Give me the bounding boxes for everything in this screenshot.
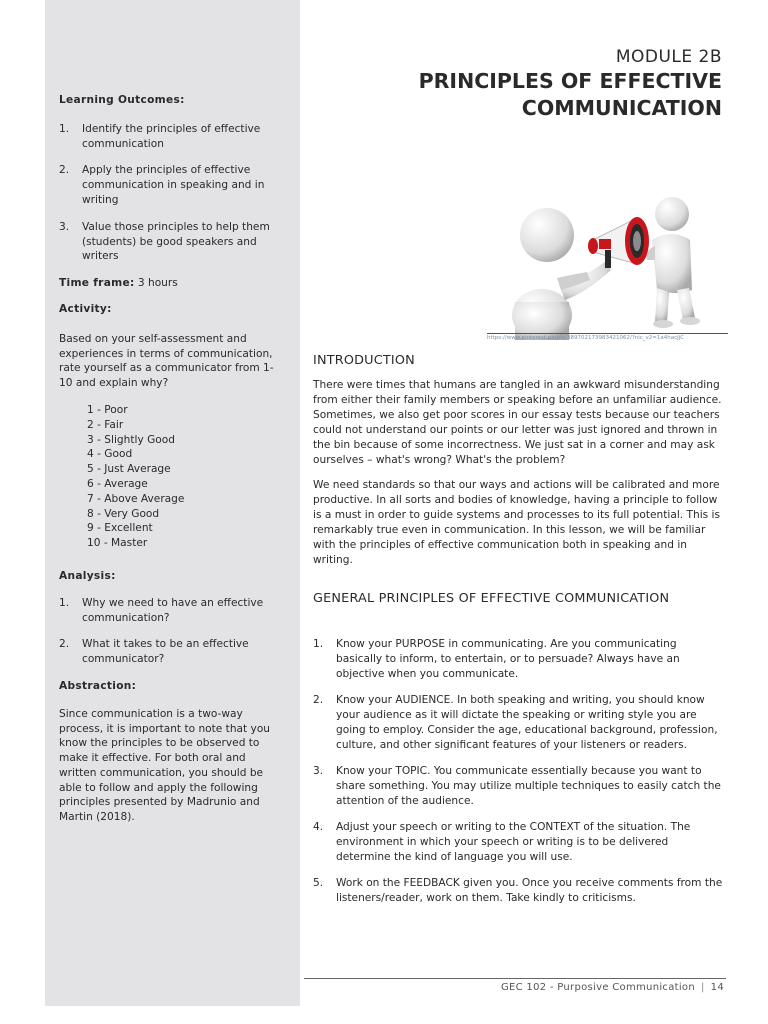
analysis-heading: Analysis: xyxy=(59,569,116,582)
introduction-heading: INTRODUCTION xyxy=(313,353,415,368)
abstraction-text: Since communication is a two-way process, it is important to note that you know the principles to be observed to make it effective. For both oral and written communication, you should be able to follow and apply the following principles presented by Madrunio and Martin (2018). xyxy=(59,707,271,824)
page-title-line-2: COMMUNICATION xyxy=(521,96,722,120)
list-item: 1. Know your PURPOSE in communicating. Are you communicating basically to inform, to entertain, or to persuade? Always have an objective when you communicate. xyxy=(313,638,680,680)
list-item: 4 - Good xyxy=(87,448,133,461)
list-item: 5 - Just Average xyxy=(87,463,171,476)
megaphone-figures-illustration xyxy=(487,190,728,340)
title-block xyxy=(302,46,722,122)
learning-outcomes-heading: Learning Outcomes: xyxy=(59,94,185,106)
list-item: 10 - Master xyxy=(87,537,148,550)
page-number: 14 xyxy=(710,982,724,993)
page-title xyxy=(302,68,722,122)
list-item: 5. Work on the FEEDBACK given you. Once you receive comments from the listeners/reader, work on them. Take kindly to criticisms. xyxy=(313,877,723,904)
learning-outcomes-list xyxy=(59,122,277,264)
list-item: 3 - Slightly Good xyxy=(87,433,175,446)
rating-scale-list xyxy=(59,403,277,551)
analysis-list xyxy=(59,596,277,667)
listener-figure xyxy=(647,197,700,328)
list-item: 2. Know your AUDIENCE. In both speaking and writing, you should know your audience as it will dictate the speaking or writing style you are going to employ. Consider the age, educational background, profession, culture, and other significant features of your listeners or readers. xyxy=(313,694,718,751)
list-item: 8 - Very Good xyxy=(87,507,160,520)
figure-divider xyxy=(487,333,728,334)
principles-heading: GENERAL PRINCIPLES OF EFFECTIVE COMMUNICATION xyxy=(313,591,670,606)
intro-paragraph-1: There were times that humans are tangled in an awkward misunderstanding from either their family members or speaking before an unfamiliar audience. Sometimes, we also get poor scores in our essay tests because our teachers could not understand our points or our letter was just ignored and thrown in the bin because of some incorrectness. We just sat in a corner and may ask ourselves – what's wrong? What's the problem? xyxy=(313,379,722,466)
list-item: 3. Know your TOPIC. You communicate essentially because you want to share something. You may utilize multiple techniques to easily catch the attention of the audience. xyxy=(313,765,721,807)
principles-list xyxy=(313,637,725,906)
time-frame: Time frame: 3 hours xyxy=(59,277,178,290)
megaphone-icon xyxy=(588,217,649,268)
abstraction-heading: Abstraction: xyxy=(59,679,137,692)
speaker-figure xyxy=(512,208,611,340)
footer-course: GEC 102 - Purposive Communication xyxy=(500,982,695,993)
list-item: 3. Value those principles to help them (students) be good speakers and writers xyxy=(59,220,270,263)
list-item: 9 - Excellent xyxy=(87,522,153,535)
list-item: 1. Identify the principles of effective communication xyxy=(59,122,261,150)
list-item: 4. Adjust your speech or writing to the CONTEXT of the situation. The environment in which your speech or writing is to be delivered determine the kind of language you will use. xyxy=(313,821,691,863)
list-item: 2. What it takes to be an effective communicator? xyxy=(59,638,249,666)
page-footer xyxy=(501,982,724,993)
list-item: 2 - Fair xyxy=(87,418,124,431)
list-item: 1. Why we need to have an effective communication? xyxy=(59,596,264,624)
module-label: MODULE 2B xyxy=(615,47,722,67)
activity-text: Based on your self-assessment and experiences in terms of communication, rate yourself as a communicator from 1-10 and explain why? xyxy=(59,332,274,390)
page-title-line-1: PRINCIPLES OF EFFECTIVE xyxy=(418,69,722,93)
image-credit: https://www.pinterest.ph/pin/389702173983421062/?nic_v2=1a4hacJjC xyxy=(487,335,685,341)
list-item: 1 - Poor xyxy=(87,403,128,416)
footer-divider xyxy=(304,978,726,979)
sidebar-content xyxy=(59,93,277,825)
list-item: 7 - Above Average xyxy=(87,492,185,505)
list-item: 2. Apply the principles of effective communication in speaking and in writing xyxy=(59,164,265,206)
list-item: 6 - Average xyxy=(87,477,148,490)
intro-paragraph-2: We need standards so that our ways and actions will be calibrated and more productive. In all sorts and bodies of knowledge, having a principle to follow is a must in order to guide systems and processes to its full potential. This is remarkably true even in communication. In this lesson, we will be familiar with the principles of effective communication both in speaking and in writing. xyxy=(313,479,721,566)
activity-heading: Activity: xyxy=(59,302,112,315)
footer-separator: | xyxy=(701,982,705,993)
main-content xyxy=(313,353,725,906)
